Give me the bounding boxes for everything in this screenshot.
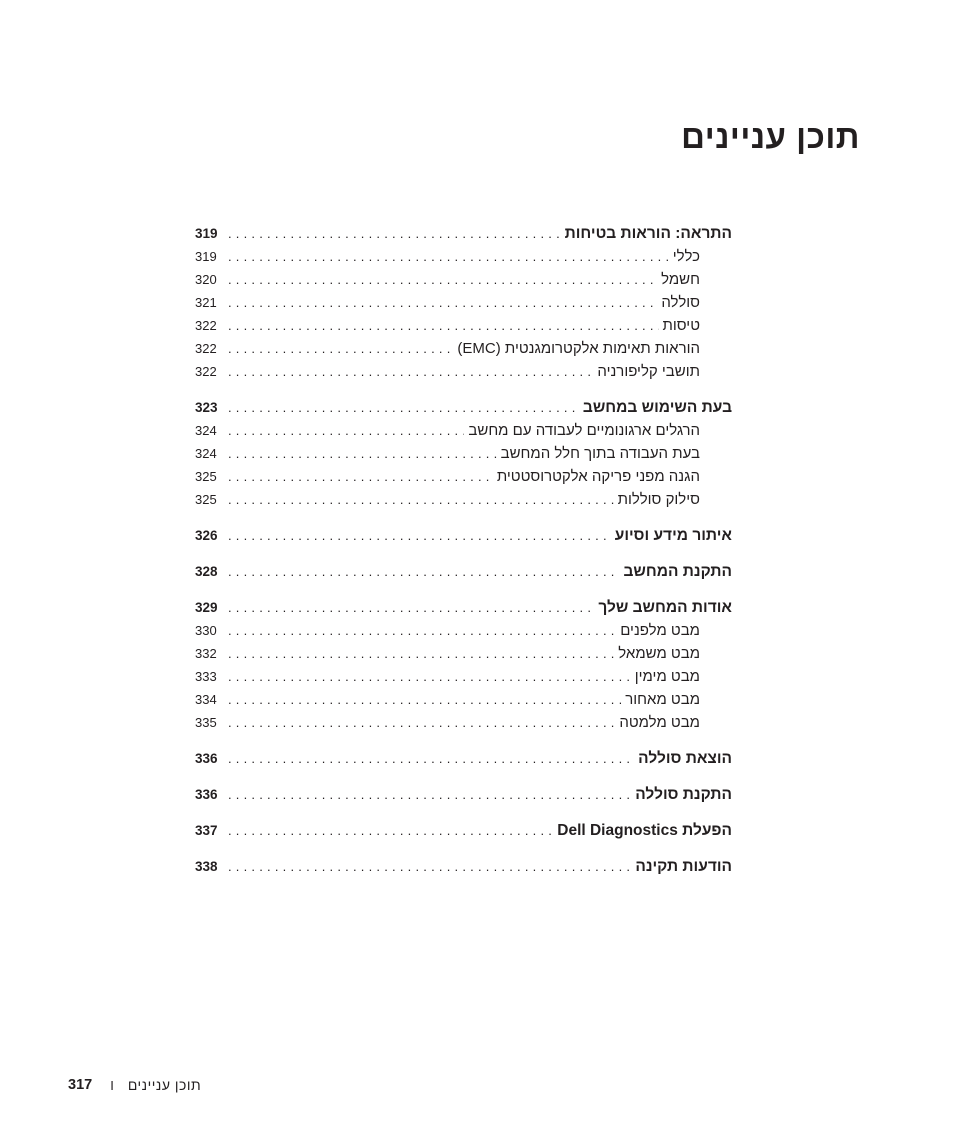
- toc-page-number: 328: [195, 564, 218, 579]
- toc-page-number: 322: [195, 341, 217, 356]
- toc-leader-dots: [225, 318, 659, 333]
- toc-leader-dots: [225, 423, 464, 438]
- toc-page-number: 321: [195, 295, 217, 310]
- toc-entry[interactable]: [195, 524, 732, 547]
- table-of-contents: [195, 222, 732, 878]
- toc-entry-title: כללי: [669, 248, 700, 265]
- toc-leader-dots: [225, 669, 631, 684]
- toc-leader-dots: [225, 364, 593, 379]
- footer-title: תוכן עניינים: [127, 1077, 202, 1093]
- toc-entry[interactable]: [195, 291, 732, 314]
- toc-entry-title: התקנת המחשב: [619, 563, 732, 581]
- page-title: תוכן עניינים: [681, 118, 860, 155]
- toc-entry[interactable]: [195, 314, 732, 337]
- toc-leader-dots: [225, 249, 669, 264]
- toc-page-number: 338: [195, 859, 218, 874]
- toc-entry-title: סוללה: [657, 294, 700, 311]
- toc-leader-dots: [225, 400, 579, 415]
- toc-leader-dots: [225, 528, 611, 543]
- toc-entry-title: בעת השימוש במחשב: [579, 399, 732, 417]
- toc-leader-dots: [225, 623, 616, 638]
- toc-page-number: 322: [195, 318, 217, 333]
- toc-leader-dots: [225, 823, 553, 838]
- toc-entry-title: אודות המחשב שלך: [594, 599, 732, 617]
- toc-entry-title: מבט משמאל: [614, 645, 700, 662]
- toc-entry-title: הודעות תקינה: [631, 858, 732, 876]
- toc-leader-dots: [225, 272, 657, 287]
- toc-entry[interactable]: [195, 360, 732, 383]
- toc-page-number: 326: [195, 528, 218, 543]
- toc-page-number: 324: [195, 423, 217, 438]
- toc-page-number: 319: [195, 249, 217, 264]
- toc-entry-title: מבט מימין: [631, 668, 700, 685]
- toc-page-number: 329: [195, 600, 218, 615]
- toc-page-number: 323: [195, 400, 218, 415]
- toc-entry-title: סילוק סוללות: [614, 491, 700, 508]
- toc-page-number: 333: [195, 669, 217, 684]
- toc-entry[interactable]: [195, 488, 732, 511]
- toc-leader-dots: [225, 600, 594, 615]
- toc-entry[interactable]: [195, 783, 732, 806]
- toc-entry[interactable]: [195, 688, 732, 711]
- toc-entry-title: הפעלת Dell Diagnostics: [553, 822, 732, 840]
- toc-entry[interactable]: [195, 419, 732, 442]
- toc-entry-title: תושבי קליפורניה: [593, 363, 700, 380]
- toc-entry-title: טיסות: [659, 317, 701, 334]
- toc-leader-dots: [225, 646, 614, 661]
- toc-entry-title: מבט מלפנים: [616, 622, 700, 639]
- toc-entry-title: הוראות תאימות אלקטרומגנטית (EMC): [453, 340, 700, 357]
- toc-leader-dots: [225, 715, 615, 730]
- toc-leader-dots: [225, 226, 561, 241]
- toc-entry[interactable]: [195, 560, 732, 583]
- toc-leader-dots: [225, 446, 497, 461]
- toc-page-number: 336: [195, 751, 218, 766]
- toc-page-number: 330: [195, 623, 217, 638]
- page-footer: [68, 1077, 201, 1093]
- toc-page-number: 325: [195, 469, 217, 484]
- toc-page-number: 324: [195, 446, 217, 461]
- toc-leader-dots: [225, 469, 493, 484]
- toc-entry-title: חשמל: [657, 271, 700, 288]
- toc-page-number: 336: [195, 787, 218, 802]
- toc-entry[interactable]: [195, 819, 732, 842]
- toc-entry[interactable]: [195, 855, 732, 878]
- toc-page-number: 337: [195, 823, 218, 838]
- toc-page-number: 334: [195, 692, 217, 707]
- toc-page-number: 320: [195, 272, 217, 287]
- toc-entry[interactable]: [195, 396, 732, 419]
- toc-entry-title: הרגלים ארגונומיים לעבודה עם מחשב: [464, 422, 700, 439]
- toc-leader-dots: [225, 564, 619, 579]
- toc-entry[interactable]: [195, 711, 732, 734]
- toc-entry-title: בעת העבודה בתוך חלל המחשב: [497, 445, 700, 462]
- toc-entry[interactable]: [195, 268, 732, 291]
- toc-entry[interactable]: [195, 665, 732, 688]
- toc-entry[interactable]: [195, 747, 732, 770]
- footer-page-number: 317: [68, 1077, 93, 1093]
- toc-entry-title: איתור מידע וסיוע: [611, 527, 732, 545]
- toc-page-number: 325: [195, 492, 217, 507]
- toc-entry[interactable]: [195, 596, 732, 619]
- toc-entry[interactable]: [195, 465, 732, 488]
- toc-leader-dots: [225, 859, 631, 874]
- toc-entry[interactable]: [195, 245, 732, 268]
- toc-leader-dots: [225, 787, 631, 802]
- toc-page-number: 335: [195, 715, 217, 730]
- toc-entry[interactable]: [195, 619, 732, 642]
- toc-entry-title: הוצאת סוללה: [634, 750, 732, 768]
- toc-leader-dots: [225, 751, 634, 766]
- toc-leader-dots: [225, 692, 621, 707]
- toc-entry-title: הגנה מפני פריקה אלקטרוסטטית: [493, 468, 700, 485]
- footer-separator: I: [110, 1077, 114, 1093]
- toc-leader-dots: [225, 341, 453, 356]
- toc-entry-title: התקנת סוללה: [631, 786, 732, 804]
- toc-page-number: 319: [195, 226, 218, 241]
- toc-leader-dots: [225, 295, 657, 310]
- toc-page-number: 322: [195, 364, 217, 379]
- toc-entry-title: מבט מלמטה: [615, 714, 700, 731]
- toc-entry-title: התראה: הוראות בטיחות: [561, 225, 732, 243]
- toc-entry[interactable]: [195, 642, 732, 665]
- toc-entry-title: מבט מאחור: [621, 691, 700, 708]
- toc-leader-dots: [225, 492, 614, 507]
- toc-entry[interactable]: [195, 337, 732, 360]
- toc-page-number: 332: [195, 646, 217, 661]
- toc-entry[interactable]: [195, 442, 732, 465]
- toc-entry[interactable]: [195, 222, 732, 245]
